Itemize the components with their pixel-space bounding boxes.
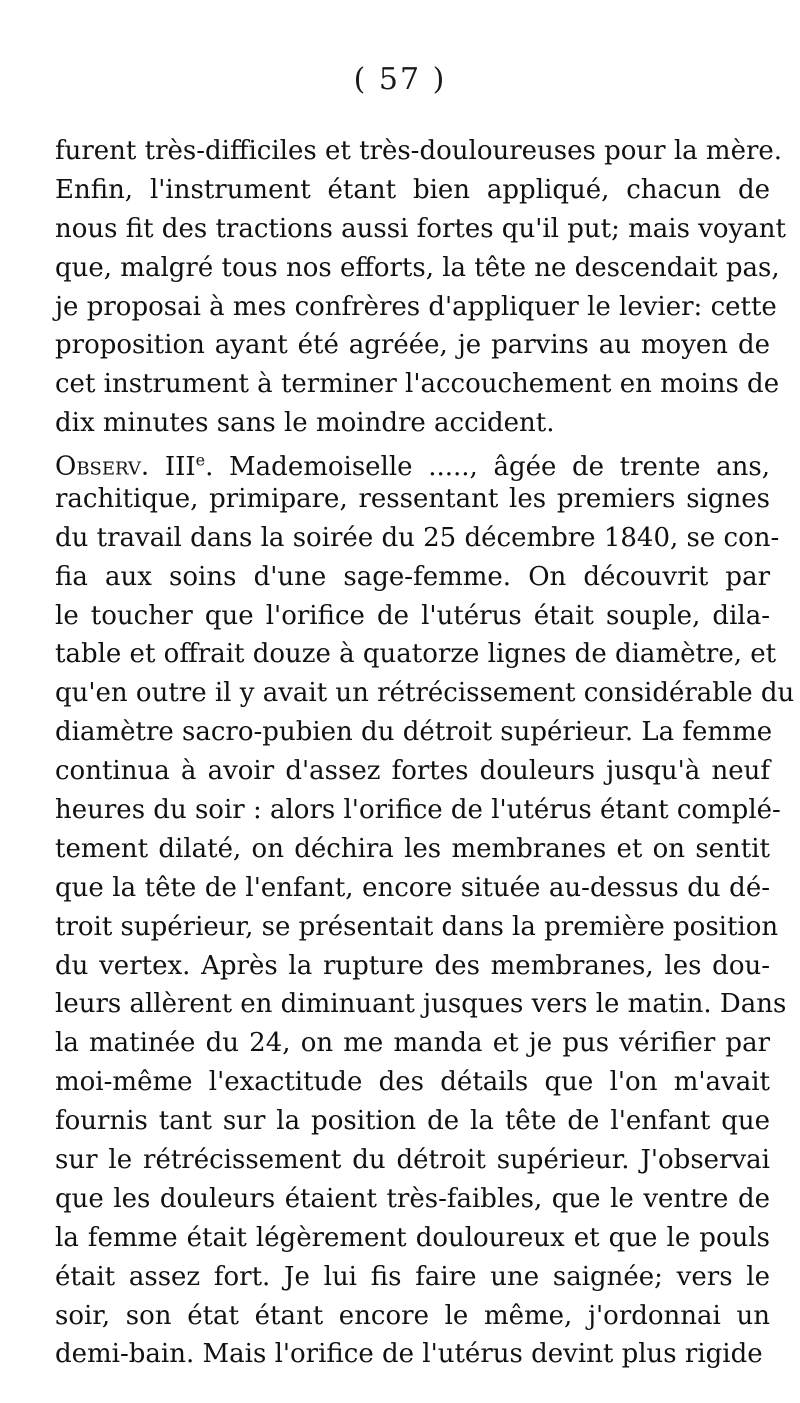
text-line: que la tête de l'enfant, encore située au-dessus du dé- (55, 872, 770, 903)
text-line: Enfin, l'instrument étant bien appliqué, chacun de (55, 174, 770, 205)
text-line: du travail dans la soirée du 25 décembre 1840, se con- (55, 522, 780, 553)
paragraph-2 (55, 441, 795, 1374)
text-line: moi-même l'exactitude des détails que l'on m'avait (55, 1067, 770, 1098)
text-line: soir, son état étant encore le même, j'ordonnai un (55, 1300, 770, 1331)
text-line: demi-bain. Mais l'orifice de l'utérus devint plus rigide (55, 1339, 763, 1370)
text-line: était assez fort. Je lui fis faire une saignée; vers le (55, 1261, 770, 1292)
text-line: tement dilaté, on déchira les membranes et on sentit (55, 833, 770, 864)
text-line: cet instrument à terminer l'accouchement en moins de (55, 369, 780, 400)
text-line: la matinée du 24, on me manda et je pus vérifier par (55, 1028, 770, 1059)
text-line: table et offrait douze à quatorze lignes de diamètre, et (55, 639, 777, 670)
text-line: fia aux soins d'une sage-femme. On découvrit par (55, 561, 770, 592)
text-line: que les douleurs étaient très-faibles, que le ventre de (55, 1183, 770, 1214)
text-line: continua à avoir d'assez fortes douleurs jusqu'à neuf (55, 756, 770, 787)
text-line: je proposai à mes confrères d'appliquer le levier: cette (55, 291, 777, 322)
text-line: furent très-difficiles et très-douloureuses pour la mère. (55, 136, 783, 166)
text-line: nous fit des tractions aussi fortes qu'il put; mais voyant (55, 213, 786, 244)
page-number: ( 57 ) (353, 62, 447, 97)
text-line-rest: IIIe. Mademoiselle ....., âgée de trente ans, (149, 450, 771, 482)
text-line: sur le rétrécissement du détroit supérieur. J'observai (55, 1145, 770, 1176)
text-line: heures du soir : alors l'orifice de l'utérus étant complé- (55, 795, 781, 826)
text-line: la femme était légèrement douloureux et que le pouls (55, 1222, 770, 1253)
text-line: le toucher que l'orifice de l'utérus était souple, dila- (55, 600, 770, 631)
text-line: que, malgré tous nos efforts, la tête ne descendait pas, (55, 252, 780, 283)
text-line-first (55, 441, 770, 480)
paragraph-1 (55, 132, 786, 443)
text-line: leurs allèrent en diminuant jusques vers le matin. Dans (55, 989, 787, 1020)
text-line: dix minutes sans le moindre accident. (55, 408, 555, 439)
text-line: troit supérieur, se présentait dans la première position (55, 911, 779, 942)
text-line: rachitique, primipare, ressentant les premiers signes (55, 483, 770, 514)
text-line: qu'en outre il y avait un rétrécissement considérable du (55, 678, 795, 709)
text-line: proposition ayant été agréée, je parvins au moyen de (55, 330, 770, 361)
observation-label: Observ. (55, 451, 150, 482)
text-line: du vertex. Après la rupture des membranes, les dou- (55, 950, 770, 981)
text-line: diamètre sacro-pubien du détroit supérieur. La femme (55, 717, 773, 748)
text-line: fournis tant sur la position de la tête de l'enfant que (55, 1106, 770, 1137)
